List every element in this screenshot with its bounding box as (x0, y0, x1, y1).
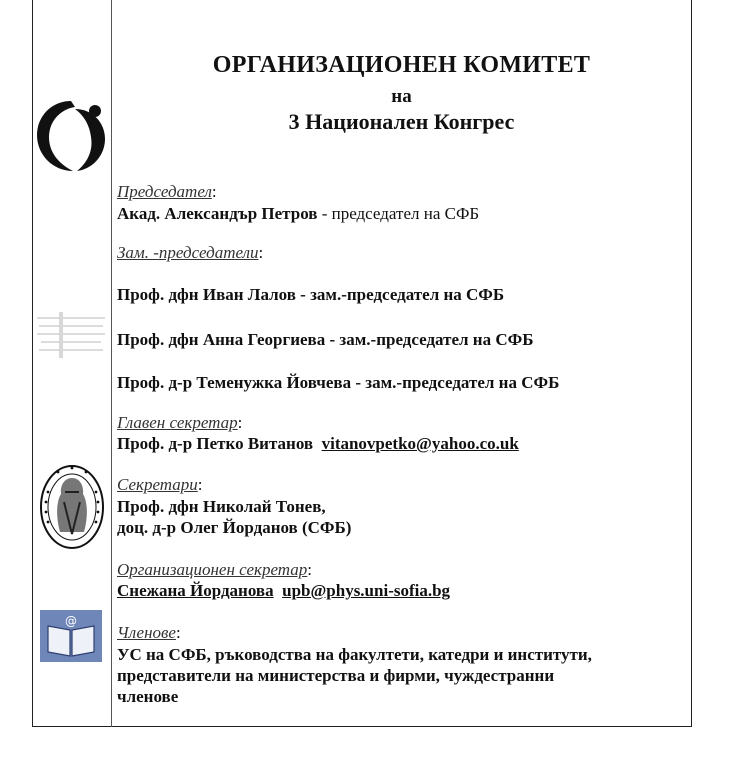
title-connector: на (391, 86, 412, 107)
svg-text:@: @ (65, 614, 77, 628)
org-secretary-entry (117, 580, 450, 601)
page-title: ОРГАНИЗАЦИОНЕН КОМИТЕТ (212, 52, 591, 78)
chief-secretary-label-line: Главен секретар: (117, 413, 243, 432)
chief-secretary-email-link[interactable]: vitanovpetko@yahoo.co.uk (321, 434, 519, 453)
members-item: УС на СФБ, ръководства на факултети, катедри и институти, (117, 645, 592, 664)
open-book-email-icon (40, 610, 102, 662)
secretaries-label-line: Секретари: (117, 475, 203, 494)
chief-secretary-entry (117, 433, 519, 454)
secretary-item: Проф. дфн Николай Тонев, (117, 497, 326, 516)
chair-role: - председател на СФБ (317, 204, 480, 223)
secretary-item: доц. д-р Олег Йорданов (СФБ) (117, 518, 352, 537)
org-secretary-label-line: Организационен секретар: (117, 560, 312, 579)
chief-secretary-name: Проф. д-р Петко Витанов (117, 434, 314, 453)
vice-chairs-label-line: Зам. -председатели: (117, 243, 264, 262)
frame-right-border (691, 0, 692, 727)
vice-chair-item: Проф. дфн Иван Лалов - зам.-председател на СФБ (117, 285, 505, 304)
frame-bottom-border (32, 726, 692, 727)
vice-chairs-label: Зам. -председатели (117, 243, 259, 262)
members-label: Членове (117, 623, 176, 642)
chair-label: Председател (117, 182, 212, 201)
members-label-line: Членове: (117, 623, 181, 642)
secretaries-label: Секретари (117, 475, 198, 494)
members-item: членове (117, 687, 179, 706)
chief-secretary-label: Главен секретар (117, 413, 238, 432)
vice-chair-item: Проф. дфн Анна Георгиева - зам.-председател на СФБ (117, 330, 534, 349)
chair-entry (117, 203, 479, 224)
frame-left-border (32, 0, 33, 727)
sofia-university-seal (38, 462, 106, 552)
org-secretary-name: Снежана Йорданова (117, 581, 274, 600)
physics-society-logo (35, 95, 107, 175)
org-secretary-email-link[interactable]: upb@phys.uni-sofia.bg (282, 581, 451, 600)
members-item: представители на министерства и фирми, чуждестранни (117, 666, 555, 685)
vice-chair-item: Проф. д-р Теменужка Йовчева - зам.-председател на СФБ (117, 373, 560, 392)
org-secretary-label: Организационен секретар (117, 560, 308, 579)
chair-label-line: Председател: (117, 182, 217, 201)
event-name: 3 Национален Конгрес (288, 109, 515, 134)
faculty-emblem-faded (33, 308, 109, 363)
chair-name: Акад. Александър Петров (117, 204, 318, 223)
